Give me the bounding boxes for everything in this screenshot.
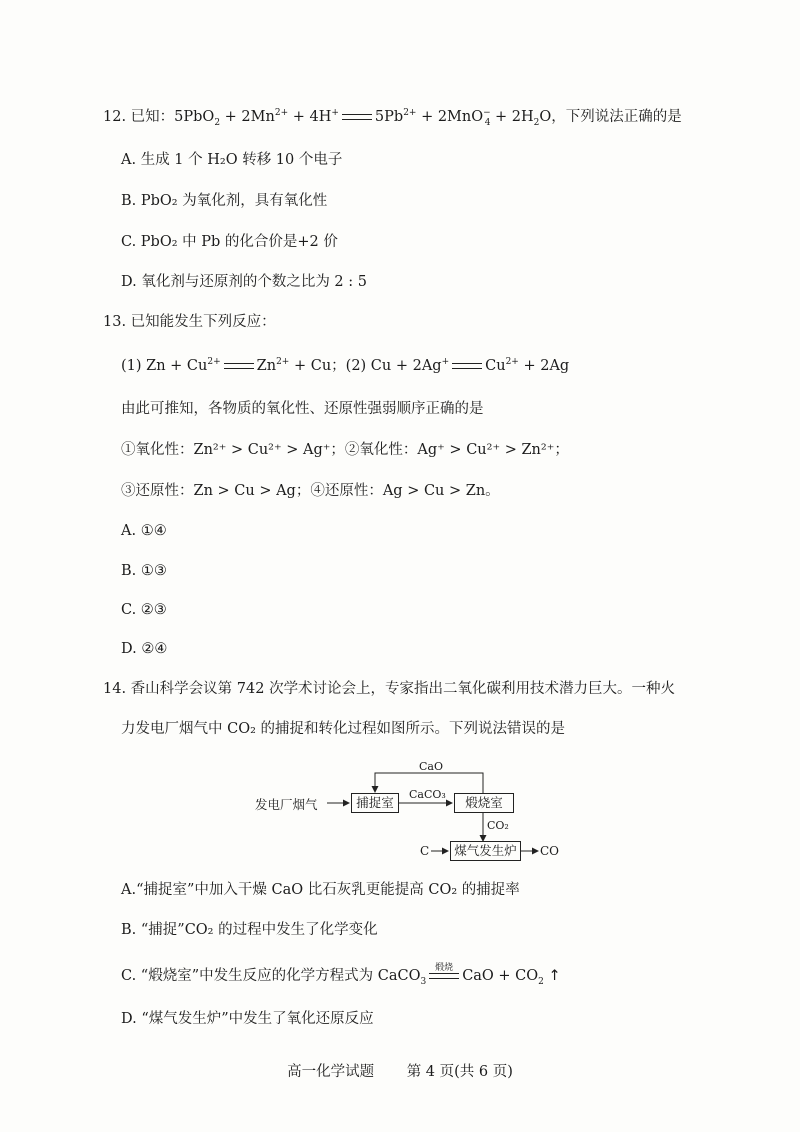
footer-subject: 高一化学试题 bbox=[287, 1064, 375, 1080]
q12-stem: 12. 已知：$5PbO_2 + 2Mn^{2+} + 4H^+$ $5Pb^{2+} + 2MnO^-_4 + 2H_2O$，下列说法正确的是 bbox=[103, 108, 682, 128]
label-co: CO bbox=[540, 844, 560, 858]
q13-stem: 13. 已知能发生下列反应： bbox=[103, 314, 276, 330]
q14-option-c: C. “煅烧室”中发生反应的化学方程式为 CaCO$_3$ 煅烧 CaO + $CO_2$ ↑ bbox=[121, 966, 561, 986]
label-co2: CO₂ bbox=[487, 819, 509, 832]
label-caco3: CaCO₃ bbox=[409, 788, 446, 801]
footer-page-number: 第 4 页(共 6 页) bbox=[406, 1064, 513, 1080]
box-calcination-room: 煅烧室 bbox=[454, 793, 514, 813]
equals-sign bbox=[339, 107, 375, 127]
page-footer bbox=[0, 1060, 800, 1081]
q14-option-b: B. “捕捉”CO₂ 的过程中发生了化学变化 bbox=[121, 922, 378, 938]
q13-option-b: B. ①③ bbox=[121, 563, 167, 579]
q12-option-d: D. 氧化剂与还原剂的个数之比为 2 : 5 bbox=[121, 274, 367, 290]
co2-capture-flow-diagram bbox=[255, 755, 575, 865]
box-capture-room: 捕捉室 bbox=[351, 793, 399, 813]
label-cao: CaO bbox=[419, 760, 443, 773]
q13-statement-1: ①氧化性：Zn²⁺ > Cu²⁺ > Ag⁺；②氧化性：Ag⁺ > Cu²⁺ > Zn²⁺； bbox=[121, 442, 569, 458]
q12-option-b: B. PbO₂ 为氧化剂，具有氧化性 bbox=[121, 193, 328, 209]
q14-option-a: A.“捕捉室”中加入干燥 CaO 比石灰乳更能提高 CO₂ 的捕捉率 bbox=[121, 882, 520, 898]
q13-option-a: A. ①④ bbox=[121, 523, 167, 539]
heat-condition-equals bbox=[426, 963, 462, 986]
q13-inference: 由此可推知，各物质的氧化性、还原性强弱顺序正确的是 bbox=[121, 401, 484, 417]
q14-stem-line2: 力发电厂烟气中 CO₂ 的捕捉和转化过程如图所示。下列说法错误的是 bbox=[121, 721, 566, 737]
condition-calcination: 煅烧 bbox=[435, 963, 454, 973]
equals-sign bbox=[221, 356, 257, 376]
equals-sign bbox=[449, 356, 485, 376]
q13-statement-2: ③还原性：Zn > Cu > Ag；④还原性：Ag > Cu > Zn。 bbox=[121, 483, 500, 499]
q12-option-a: A. 生成 1 个 H₂O 转移 10 个电子 bbox=[121, 152, 343, 168]
q14-option-d: D. “煤气发生炉”中发生了氧化还原反应 bbox=[121, 1011, 374, 1027]
box-gas-furnace: 煤气发生炉 bbox=[450, 841, 521, 861]
q13-option-d: D. ②④ bbox=[121, 641, 168, 657]
q12-option-c: C. PbO₂ 中 Pb 的化合价是+2 价 bbox=[121, 234, 338, 250]
q14-stem-line1: 14. 香山科学会议第 742 次学术讨论会上，专家指出二氧化碳利用技术潜力巨大。一种火 bbox=[103, 681, 676, 697]
label-carbon: C bbox=[420, 844, 430, 858]
label-flue-gas: 发电厂烟气 bbox=[255, 797, 318, 812]
q13-reactions: (1) $Zn + Cu^{2+}$ $Zn^{2+} + Cu$；(2) Cu + 2Ag+ $Cu^{2+} + 2Ag$ bbox=[121, 357, 570, 374]
gas-up-arrow-icon: ↑ bbox=[548, 968, 561, 984]
q13-option-c: C. ②③ bbox=[121, 602, 167, 618]
